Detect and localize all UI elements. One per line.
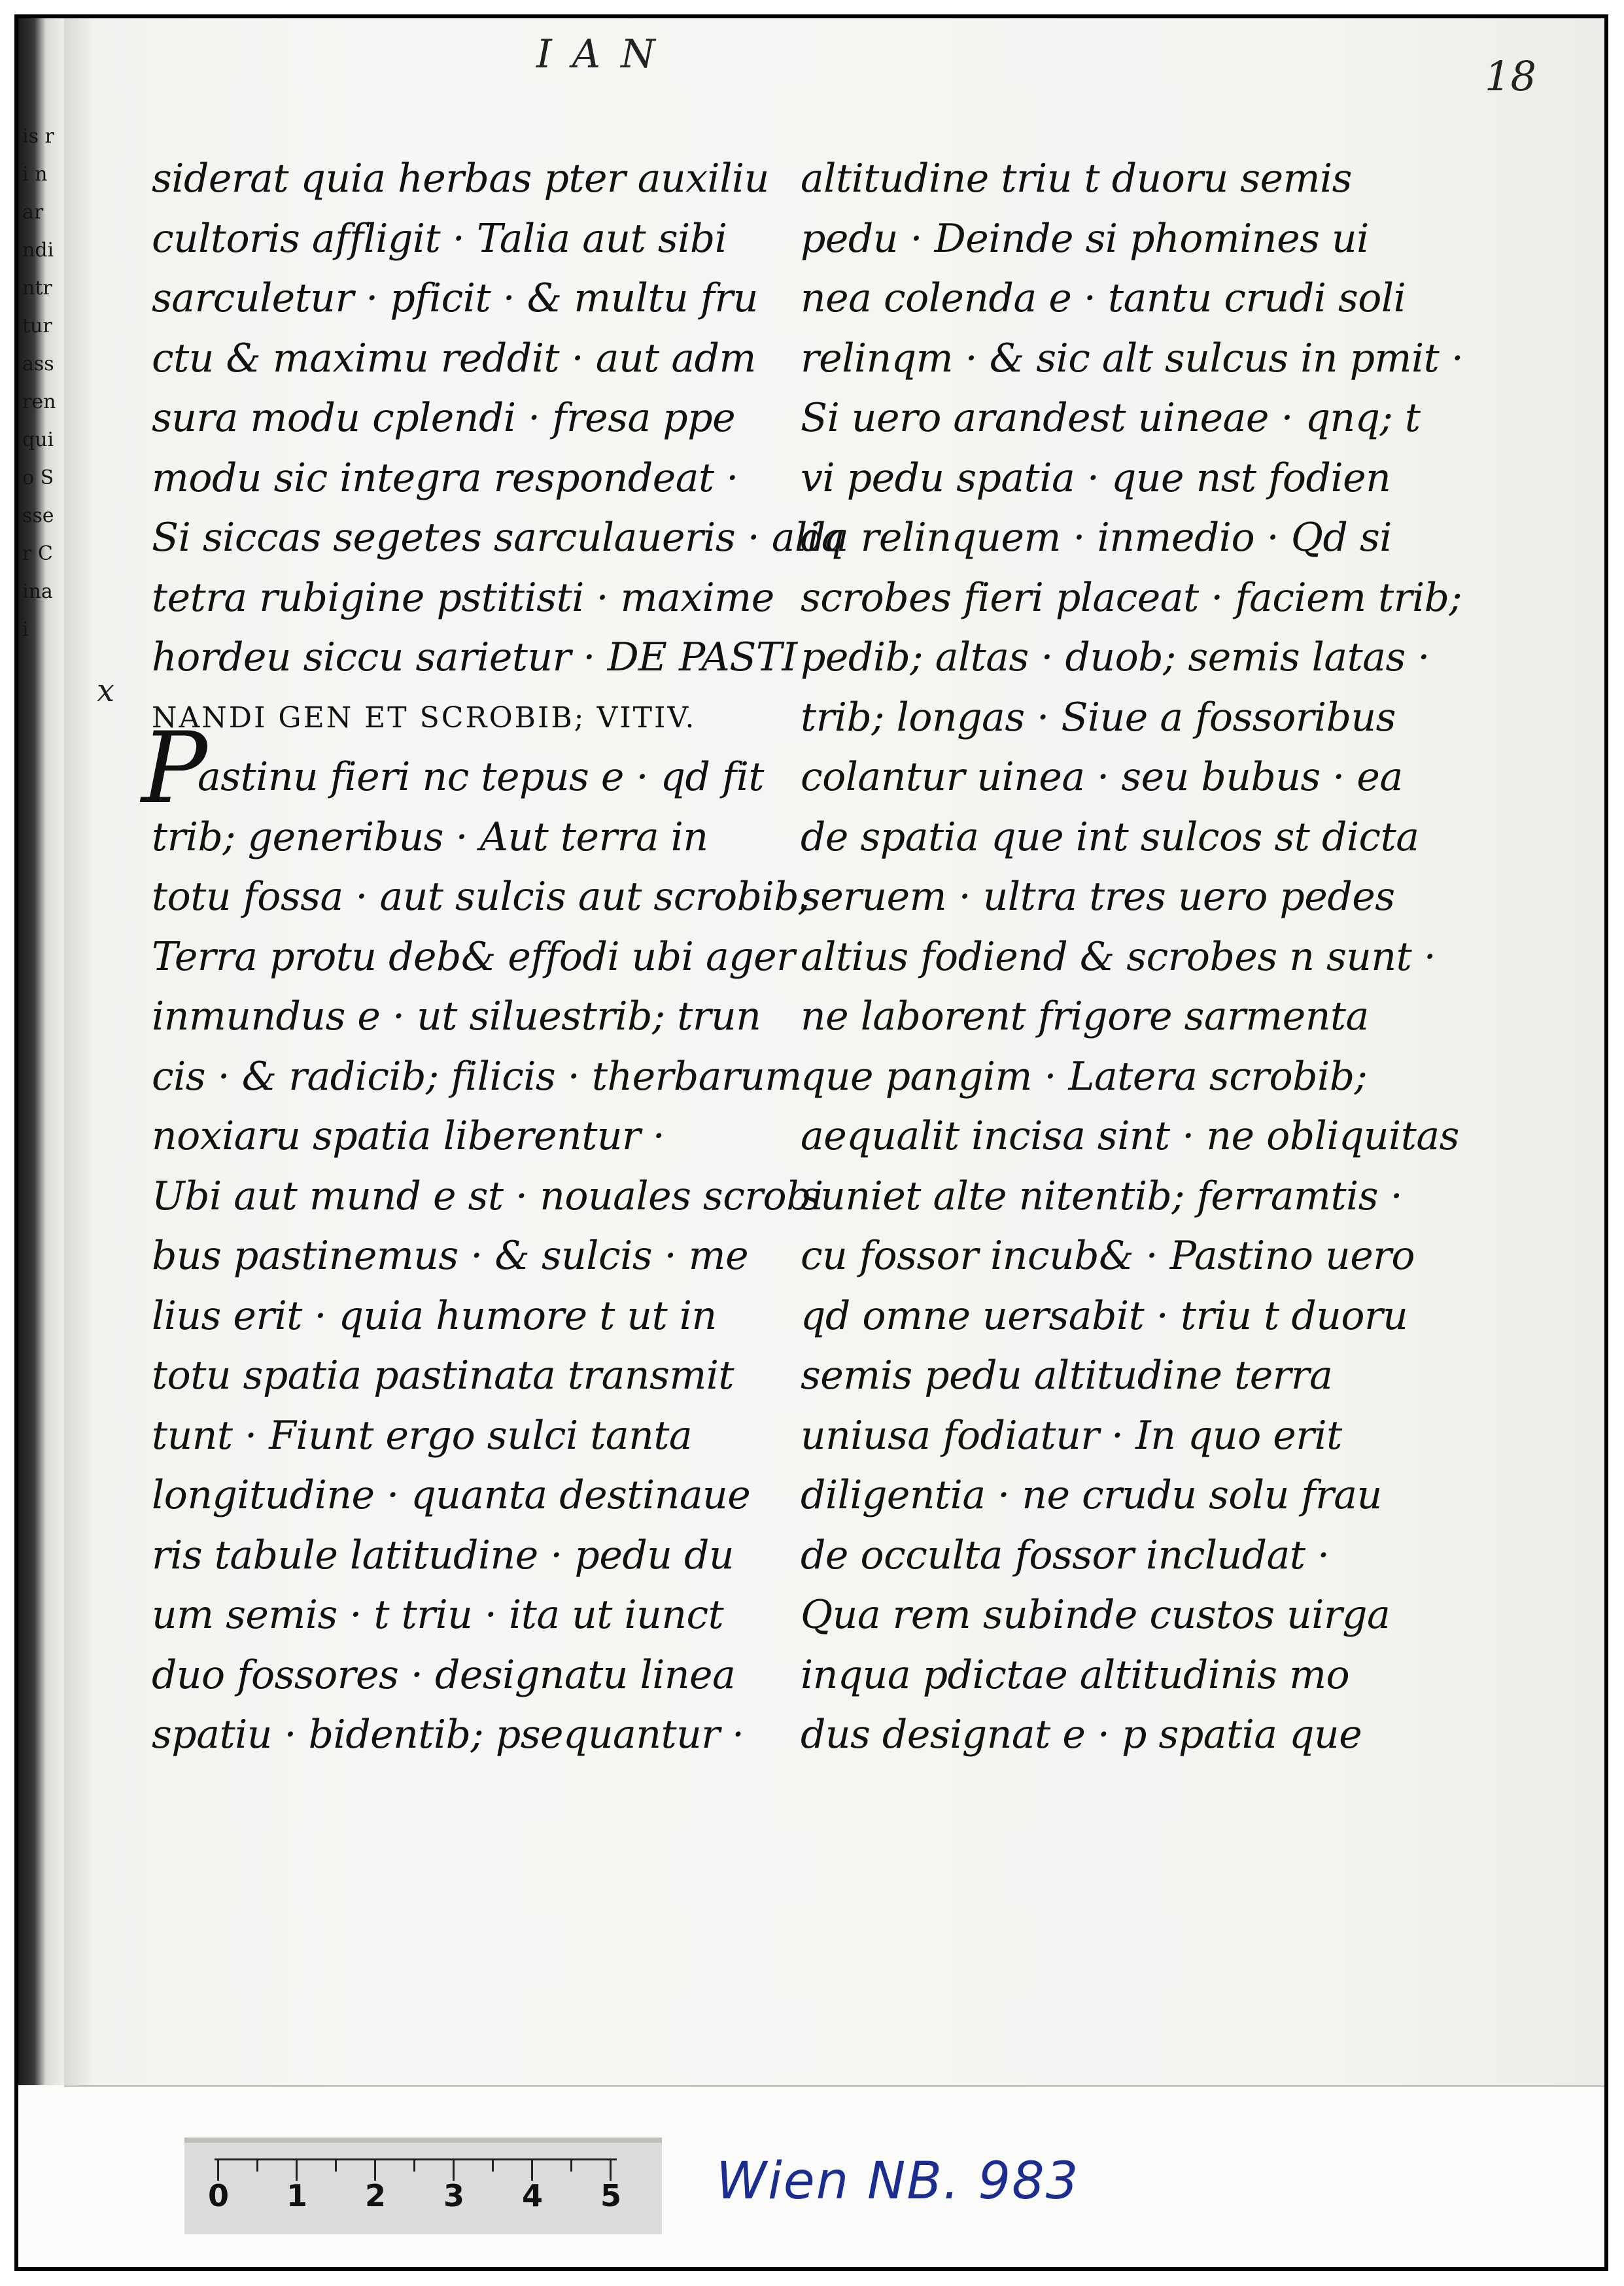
right-column-line: de occulta fossor includat ·	[801, 1532, 1330, 1578]
scale-half-tick	[413, 2158, 415, 2172]
left-column-line: astinu fieri nc tepus e · qd fit	[198, 754, 765, 800]
right-column-line: que pangim · Latera scrobib;	[801, 1053, 1368, 1100]
right-column-line: Si uero arandest uineae · qnq; t	[801, 395, 1421, 441]
right-text-column	[801, 149, 1464, 1765]
right-column-line: de spatia que int sulcos st dicta	[801, 814, 1419, 860]
left-column-line: inmundus e · ut siluestrib; trun	[152, 994, 761, 1039]
right-column-line: relinqm · & sic alt sulcus in pmit ·	[801, 335, 1464, 381]
left-column-line: noxiaru spatia liberentur ·	[152, 1113, 665, 1159]
scale-tick	[296, 2158, 298, 2181]
left-column-line: Terra protu deb& effodi ubi ager	[152, 933, 795, 980]
left-column-line: trib; generibus · Aut terra in	[152, 814, 708, 860]
right-column-line: semis pedu altitudine terra	[801, 1353, 1333, 1398]
right-column-line: cu fossor incub& · Pastino uero	[801, 1233, 1415, 1279]
scale-label: 0	[208, 2178, 230, 2213]
scale-label: 4	[522, 2178, 544, 2213]
left-column-line: lius erit · quia humore t ut in	[152, 1292, 717, 1339]
right-column-line: altius fodiend & scrobes n sunt ·	[801, 933, 1436, 980]
running-head: I A N	[536, 31, 659, 77]
scale-label: 3	[443, 2178, 465, 2213]
right-column-line: qd omne uersabit · triu t duoru	[801, 1292, 1408, 1339]
scale-half-tick	[492, 2158, 494, 2172]
scale-tick	[374, 2158, 376, 2181]
right-column-line: scrobes fieri placeat · faciem trib;	[801, 574, 1462, 621]
left-column-line: Si siccas segetes sarculaueris · aliq	[152, 515, 844, 561]
right-column-line: nea colenda e · tantu crudi soli	[801, 275, 1406, 321]
scale-label: 2	[365, 2178, 387, 2213]
left-column-line: sura modu cplendi · fresa ppe	[152, 395, 736, 441]
left-column-line: ctu & maximu reddit · aut adm	[152, 335, 756, 381]
decorated-initial: P	[141, 712, 207, 825]
scale-tick	[453, 2158, 455, 2181]
left-column-line: NANDI GEN ET SCROBIB; VITIV.	[152, 701, 697, 735]
right-column-line: da relinquem · inmedio · Qd si	[801, 515, 1392, 561]
left-column-line: hordeu siccu sarietur · DE PASTI	[152, 634, 797, 680]
right-column-line: altitudine triu t duoru semis	[801, 156, 1352, 201]
right-column-line: colantur uinea · seu bubus · ea	[801, 754, 1403, 800]
left-text-column	[152, 149, 844, 1765]
right-column-line: pedib; altas · duob; semis latas ·	[801, 634, 1430, 680]
right-column-line: seruem · ultra tres uero pedes	[801, 874, 1395, 920]
left-column-line: totu fossa · aut sulcis aut scrobib;	[152, 874, 812, 920]
left-column-line: bus pastinemus · & sulcis · me	[152, 1233, 749, 1279]
left-column-line: ris tabule latitudine · pedu du	[152, 1532, 734, 1578]
left-column-line: cultoris affligit · Talia aut sibi	[152, 215, 727, 262]
right-column-line: uniusa fodiatur · In quo erit	[801, 1412, 1342, 1459]
left-column-line: totu spatia pastinata transmit	[152, 1353, 734, 1398]
right-column-line: aequalit incisa sint · ne obliquitas	[801, 1113, 1459, 1159]
right-column-line: dus designat e · p spatia que	[801, 1712, 1362, 1758]
shelfmark-label: Wien NB. 983	[716, 2152, 1080, 2211]
spine-fragment-text: is ri nar ndi ntr tur ass ren quio Ssser Cinai	[22, 125, 56, 641]
right-column-line: diligentia · ne crudu solu frau	[801, 1472, 1382, 1518]
left-column-line: tetra rubigine pstitisti · maxime	[152, 574, 774, 621]
scale-tick	[531, 2158, 533, 2181]
scale-label: 1	[286, 2178, 308, 2213]
left-column-line: longitudine · quanta destinaue	[152, 1472, 751, 1518]
left-column-line: duo fossores · designatu linea	[152, 1652, 736, 1698]
left-column-line: cis · & radicib; filicis · therbarum	[152, 1053, 802, 1100]
scale-half-tick	[256, 2158, 258, 2172]
margin-mark: x	[97, 672, 115, 709]
scale-tick	[217, 2158, 219, 2181]
left-column-line: siderat quia herbas pter auxiliu	[152, 156, 769, 201]
right-column-line: inqua pdictae altitudinis mo	[801, 1652, 1350, 1698]
scale-half-tick	[570, 2158, 572, 2172]
right-column-line: pedu · Deinde si phomines ui	[801, 215, 1369, 262]
left-column-line: modu sic integra respondeat ·	[152, 455, 738, 501]
left-column-line: um semis · t triu · ita ut iunct	[152, 1592, 724, 1638]
scale-half-tick	[335, 2158, 337, 2172]
scale-tick	[610, 2158, 612, 2181]
right-column-line: trib; longas · Siue a fossoribus	[801, 694, 1396, 740]
right-column-line: vi pedu spatia · que nst fodien	[801, 455, 1391, 501]
left-column-line: sarculetur · pficit · & multu fru	[152, 275, 758, 321]
folio-number: 18	[1485, 52, 1536, 100]
left-column-line: spatiu · bidentib; psequantur ·	[152, 1712, 744, 1758]
right-column-line: suniet alte nitentib; ferramtis ·	[801, 1173, 1403, 1219]
scale-ruler	[215, 2158, 617, 2187]
left-column-line: tunt · Fiunt ergo sulci tanta	[152, 1412, 693, 1459]
scale-label: 5	[600, 2178, 622, 2213]
right-column-line: ne laborent frigore sarmenta	[801, 994, 1369, 1039]
right-column-line: Qua rem subinde custos uirga	[801, 1592, 1391, 1638]
left-column-line: Ubi aut mund e st · nouales scrobi	[152, 1173, 823, 1219]
